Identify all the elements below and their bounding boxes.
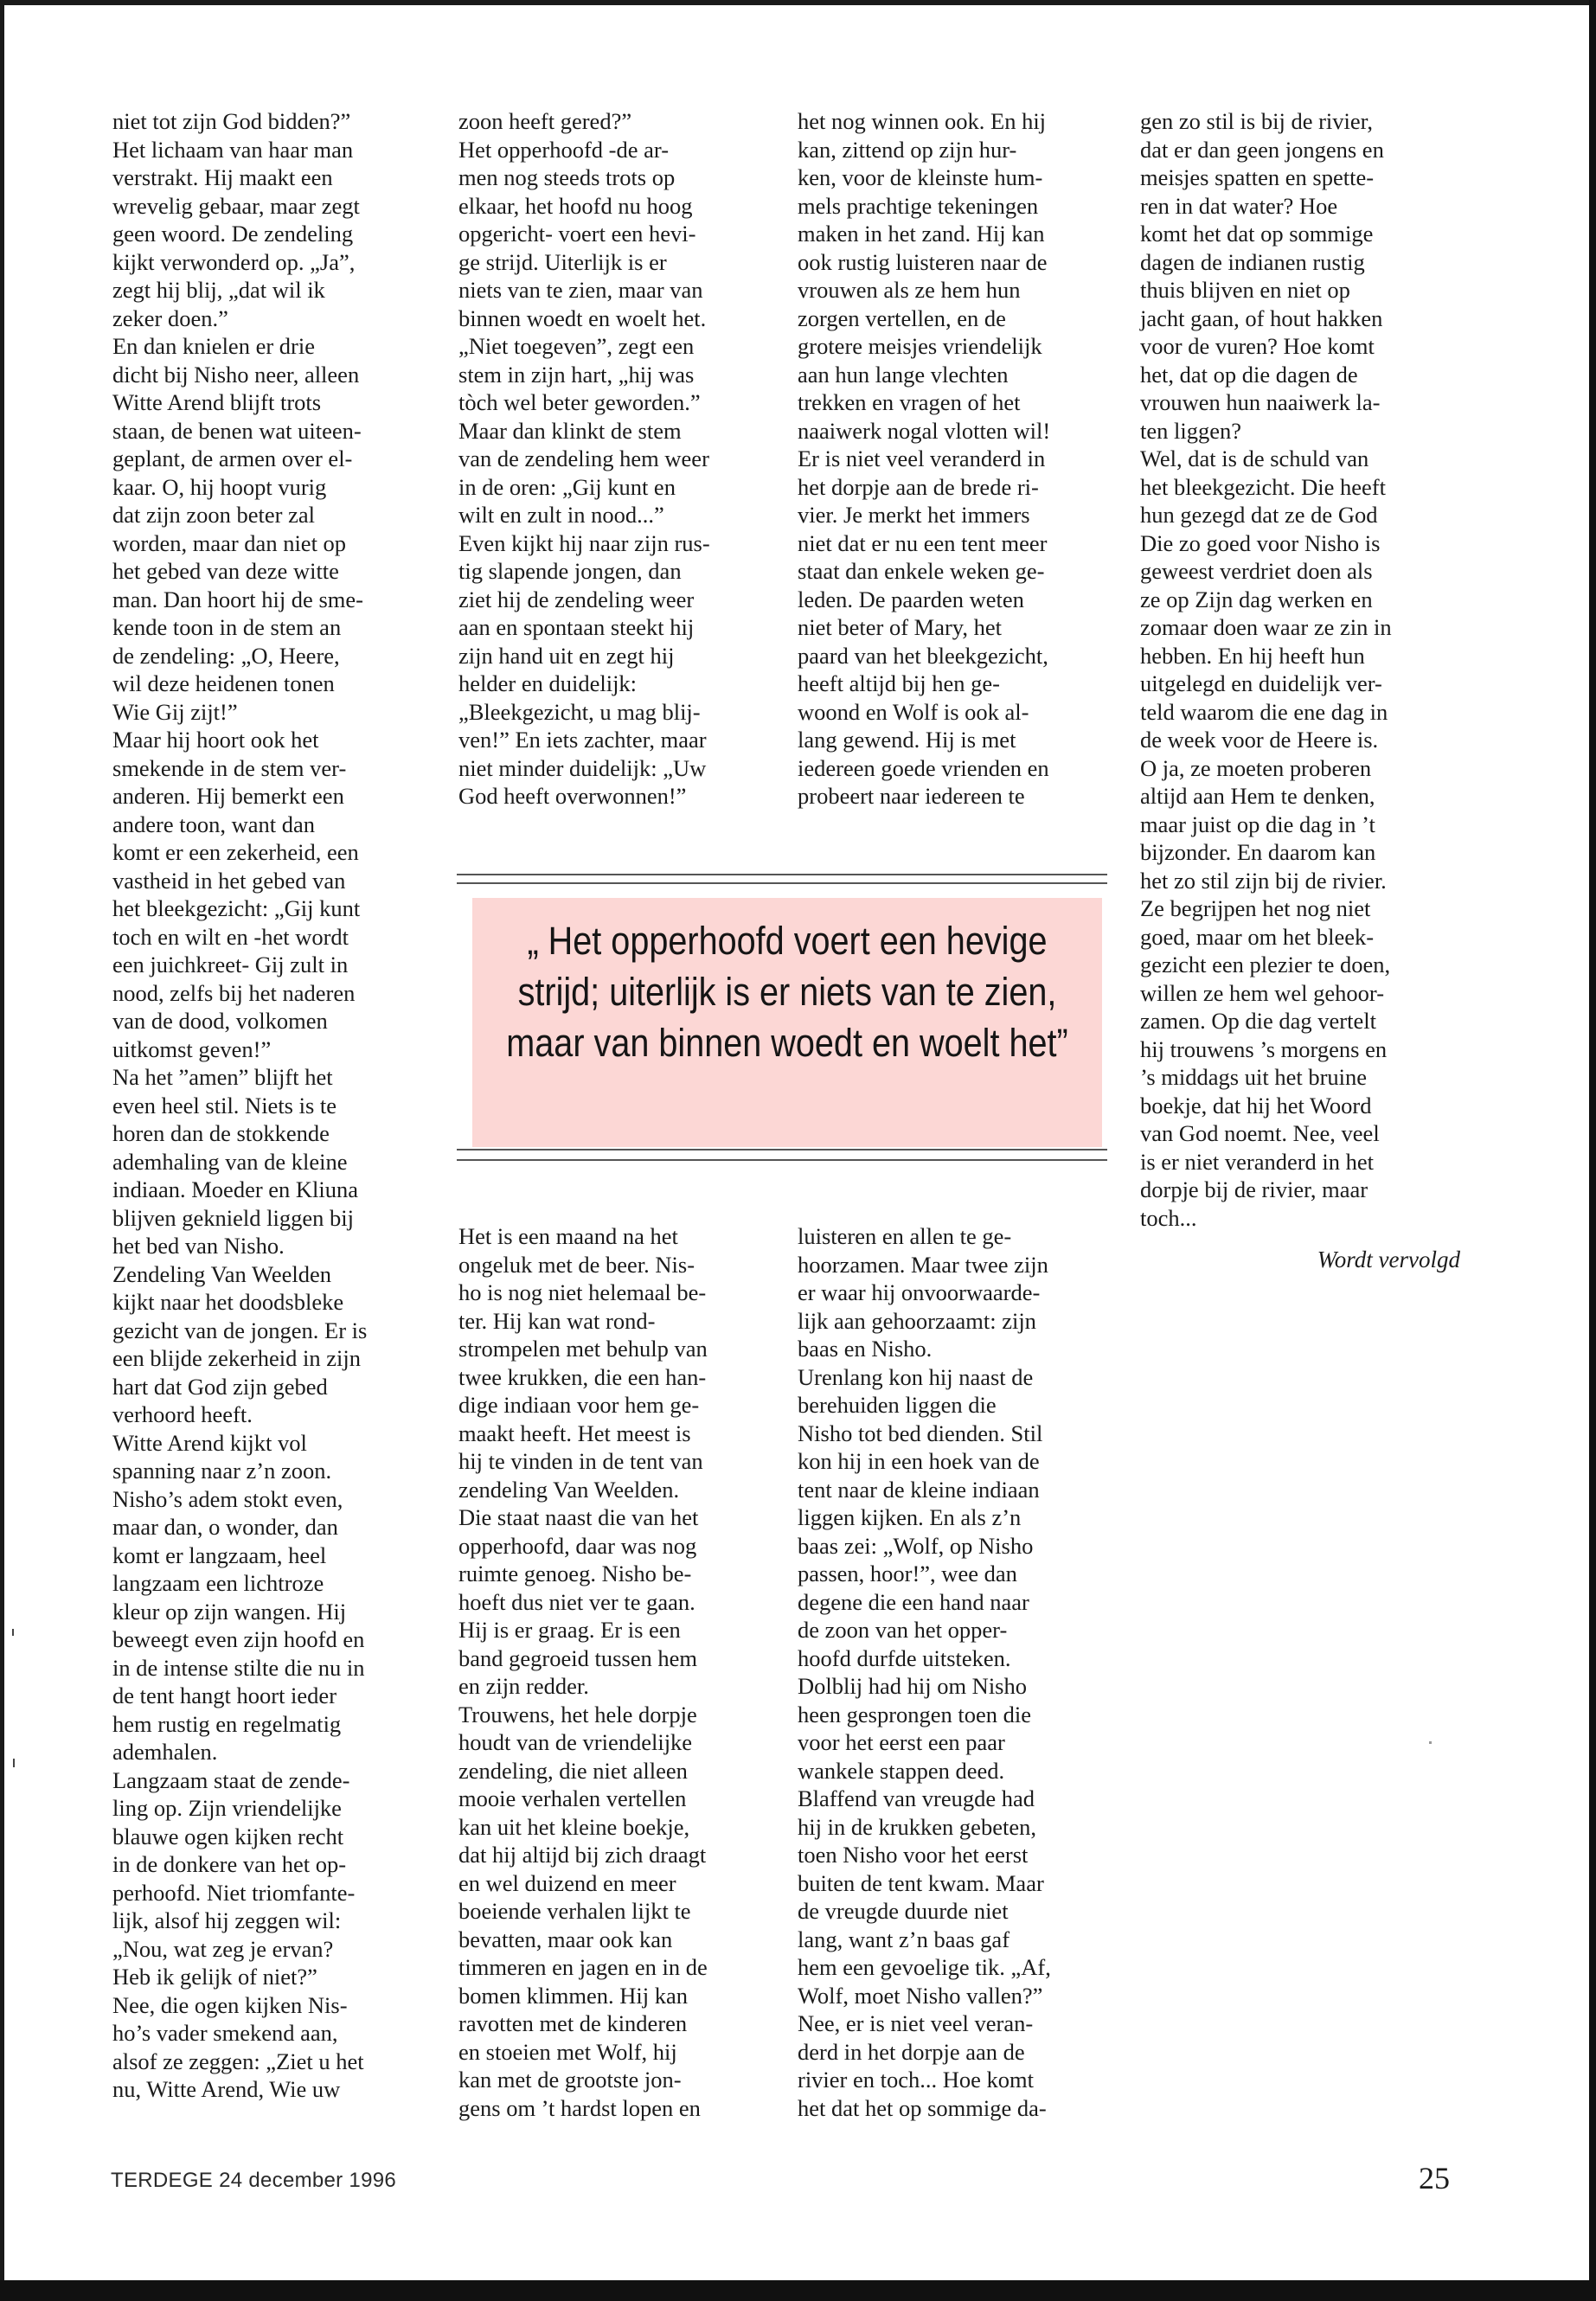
column-2-bottom-text: Het is een maand na het ongeluk met de beer. Nis- ho is nog niet helemaal be- ter. Hij kan wat rond- strompelen met behulp van twee krukken, die een han- dige indiaan voor hem ge- maakt heeft. Het meest is hij te vinden in de tent van zendeling Van Weelden. Die staat naast die van het opperhoofd, daar was nog ruimte genoeg. Nisho be- hoeft dus niet ver te gaan. Hij is er graag. Er is een band gegroeid tussen hem en zijn redder. Trouwens, het hele dorpje houdt van de vriendelijke zendeling, die niet alleen mooie verhalen vertellen kan uit het kleine boekje, dat hij altijd bij zich draagt en wel duizend en meer boeiende verhalen lijkt te bevatten, maar ook kan timmeren en jagen en in de bomen klimmen. Hij kan ravotten met de kinderen en stoeien met Wolf, hij kan met de grootste jon- gens om ’t hardst lopen en <box>458 1223 708 2121</box>
page-number: 25 <box>1419 2161 1450 2195</box>
column-1-text: niet tot zijn God bidden?” Het lichaam van haar man verstrakt. Hij maakt een wrevelig gebaar, maar zegt geen woord. De zendeling kijkt verwonderd op. „Ja”, zegt hij blij, „dat wil ik zeker doen.” En dan knielen er drie dicht bij Nisho neer, alleen Witte Arend blijft trots staan, de benen wat uiteen- geplant, de armen over el- kaar. O, hij hoopt vurig dat zijn zoon beter zal worden, maar dan niet op het gebed van deze witte man. Dan hoort hij de sme- kende toon in de stem an de zendeling: „O, Heere, wil deze heidenen tonen Wie Gij zijt!” Maar hij hoort ook het smekende in de stem ver- anderen. Hij bemerkt een andere toon, want dan komt er een zekerheid, een vastheid in het gebed van het bleekgezicht: „Gij kunt toch en wilt en -het wordt een juichkreet- Gij zult in nood, zelfs bij het naderen van de dood, volkomen uitkomst geven!” Na het ”amen” blijft het even heel stil. Niets is te horen dan de stokkende ademhaling van de kleine indiaan. Moeder en Kliuna blijven geknield liggen bij het bed van Nisho. Zendeling Van Weelden kijkt naar het doodsbleke gezicht van de jongen. Er is een blijde zekerheid in zijn hart dat God zijn gebed verhoord heeft. Witte Arend kijkt vol spanning naar z’n zoon. Nisho’s adem stokt even, maar dan, o wonder, dan komt er langzaam, heel langzaam een lichtroze kleur op zijn wangen. Hij beweegt even zijn hoofd en in de intense stilte die nu in de tent hangt hoort ieder hem rustig en regelmatig ademhalen. Langzaam staat de zende- ling op. Zijn vriendelijke blauwe ogen kijken recht in de donkere van het op- perhoofd. Niet triomfante- lijk, alsof hij zeggen wil: „Nou, wat zeg je ervan? Heb ik gelijk of niet?” Nee, die ogen kijken Nis- ho’s vader smekend aan, alsof ze zeggen: „Ziet u het nu, Witte Arend, Wie uw <box>112 108 368 2102</box>
quote-rule-top-2 <box>457 882 1107 884</box>
quote-rule-top-1 <box>457 874 1107 875</box>
pull-quote-box <box>472 898 1102 1147</box>
scan-speck <box>12 1629 14 1636</box>
column-4-text: gen zo stil is bij de rivier, dat er dan geen jongens en meisjes spatten en spette- ren in dat water? Hoe komt het dat op sommige dagen de indianen rustig thuis blijven en niet op jacht gaan, of hout hakken voor de vuren? Hoe komt het, dat op die dagen de vrouwen hun naaiwerk la- ten liggen? Wel, dat is de schuld van het bleekgezicht. Die heeft hun gezegd dat ze de God Die zo goed voor Nisho is geweest verdriet doen als ze op Zijn dag werken en zomaar doen waar ze zin in hebben. En hij heeft hun uitgelegd en duidelijk ver- teld waarom die ene dag in de week voor de Heere is. O ja, ze moeten proberen altijd aan Hem te denken, maar juist op die dag in ’t bijzonder. En daarom kan het zo stil zijn bij de rivier. Ze begrijpen het nog niet goed, maar om het bleek- gezicht een plezier te doen, willen ze hem wel gehoor- zamen. Op die dag vertelt hij trouwens ’s morgens en ’s middags uit het bruine boekje, dat hij het Woord van God noemt. Nee, veel is er niet veranderd in het dorpje bij de rivier, maar toch... <box>1140 108 1392 1231</box>
scan-edge-left <box>0 0 4 2301</box>
quote-rule-bottom-2 <box>457 1159 1107 1161</box>
footer-publication: TERDEGE 24 december 1996 <box>111 2169 397 2192</box>
scan-speck <box>1429 1741 1432 1744</box>
column-3-bottom-text: luisteren en allen te ge- hoorzamen. Maar twee zijn er waar hij onvoorwaarde- lijk aan gehoorzaamt: zijn baas en Nisho. Urenlang kon hij naast de berehuiden liggen die Nisho tot bed dienden. Stil kon hij in een hoek van de tent naar de kleine indiaan liggen kijken. En als z’n baas zei: „Wolf, op Nisho passen, hoor!”, wee dan degene die een hand naar de zoon van het opper- hoofd durfde uitsteken. Dolblij had hij om Nisho heen gesprongen toen die voor het eerst een paar wankele stappen deed. Blaffend van vreugde had hij in de krukken gebeten, toen Nisho voor het eerst buiten de tent kwam. Maar de vreugde duurde niet lang, want z’n baas gaf hem een gevoelige tik. „Af, Wolf, moet Nisho vallen?” Nee, er is niet veel veran- derd in het dorpje aan de rivier en toch... Hoe komt het dat het op sommige da- <box>798 1223 1051 2121</box>
column-3-top-text: het nog winnen ook. En hij kan, zittend op zijn hur- ken, voor de kleinste hum- mels prachtige tekeningen maken in het zand. Hij kan ook rustig luisteren naar de vrouwen als ze hem hun zorgen vertellen, en de grotere meisjes vriendelijk aan hun lange vlechten trekken en vragen of het naaiwerk nogal vlotten wil! Er is niet veel veranderd in het dorpje aan de brede ri- vier. Je merkt het immers niet dat er nu een tent meer staat dan enkele weken ge- leden. De paarden weten niet beter of Mary, het paard van het bleekgezicht, heeft altijd bij hen ge- woond en Wolf is ook al- lang gewend. Hij is met iedereen goede vrienden en probeert naar iedereen te <box>798 108 1051 809</box>
pull-quote-text: „ Het opperhoofd voert een hevige strijd; uiterlijk is er niets van te zien, maar van binnen woedt en woelt het” <box>506 919 1068 1065</box>
scan-edge-bottom <box>0 2280 1596 2301</box>
scan-edge-top <box>0 0 1596 5</box>
column-2-top-text: zoon heeft gered?” Het opperhoofd -de ar- men nog steeds trots op elkaar, het hoofd nu hoog opgericht- voert een hevi- ge strijd. Uiterlijk is er niets van te zien, maar van binnen woedt en woelt het. „Niet toegeven”, zegt een stem in zijn hart, „hij was tòch wel beter geworden.” Maar dan klinkt de stem van de zendeling hem weer in de oren: „Gij kunt en wilt en zult in nood...” Even kijkt hij naar zijn rus- tig slapende jongen, dan ziet hij de zendeling weer aan en spontaan steekt hij zijn hand uit en zegt hij helder en duidelijk: „Bleekgezicht, u mag blij- ven!” En iets zachter, maar niet minder duidelijk: „Uw God heeft overwonnen!” <box>458 108 710 809</box>
scan-edge-right <box>1589 0 1596 2301</box>
quote-rule-bottom-1 <box>457 1149 1107 1150</box>
scan-speck <box>13 1759 15 1767</box>
continued-note: Wordt vervolgd <box>1317 1247 1460 1272</box>
